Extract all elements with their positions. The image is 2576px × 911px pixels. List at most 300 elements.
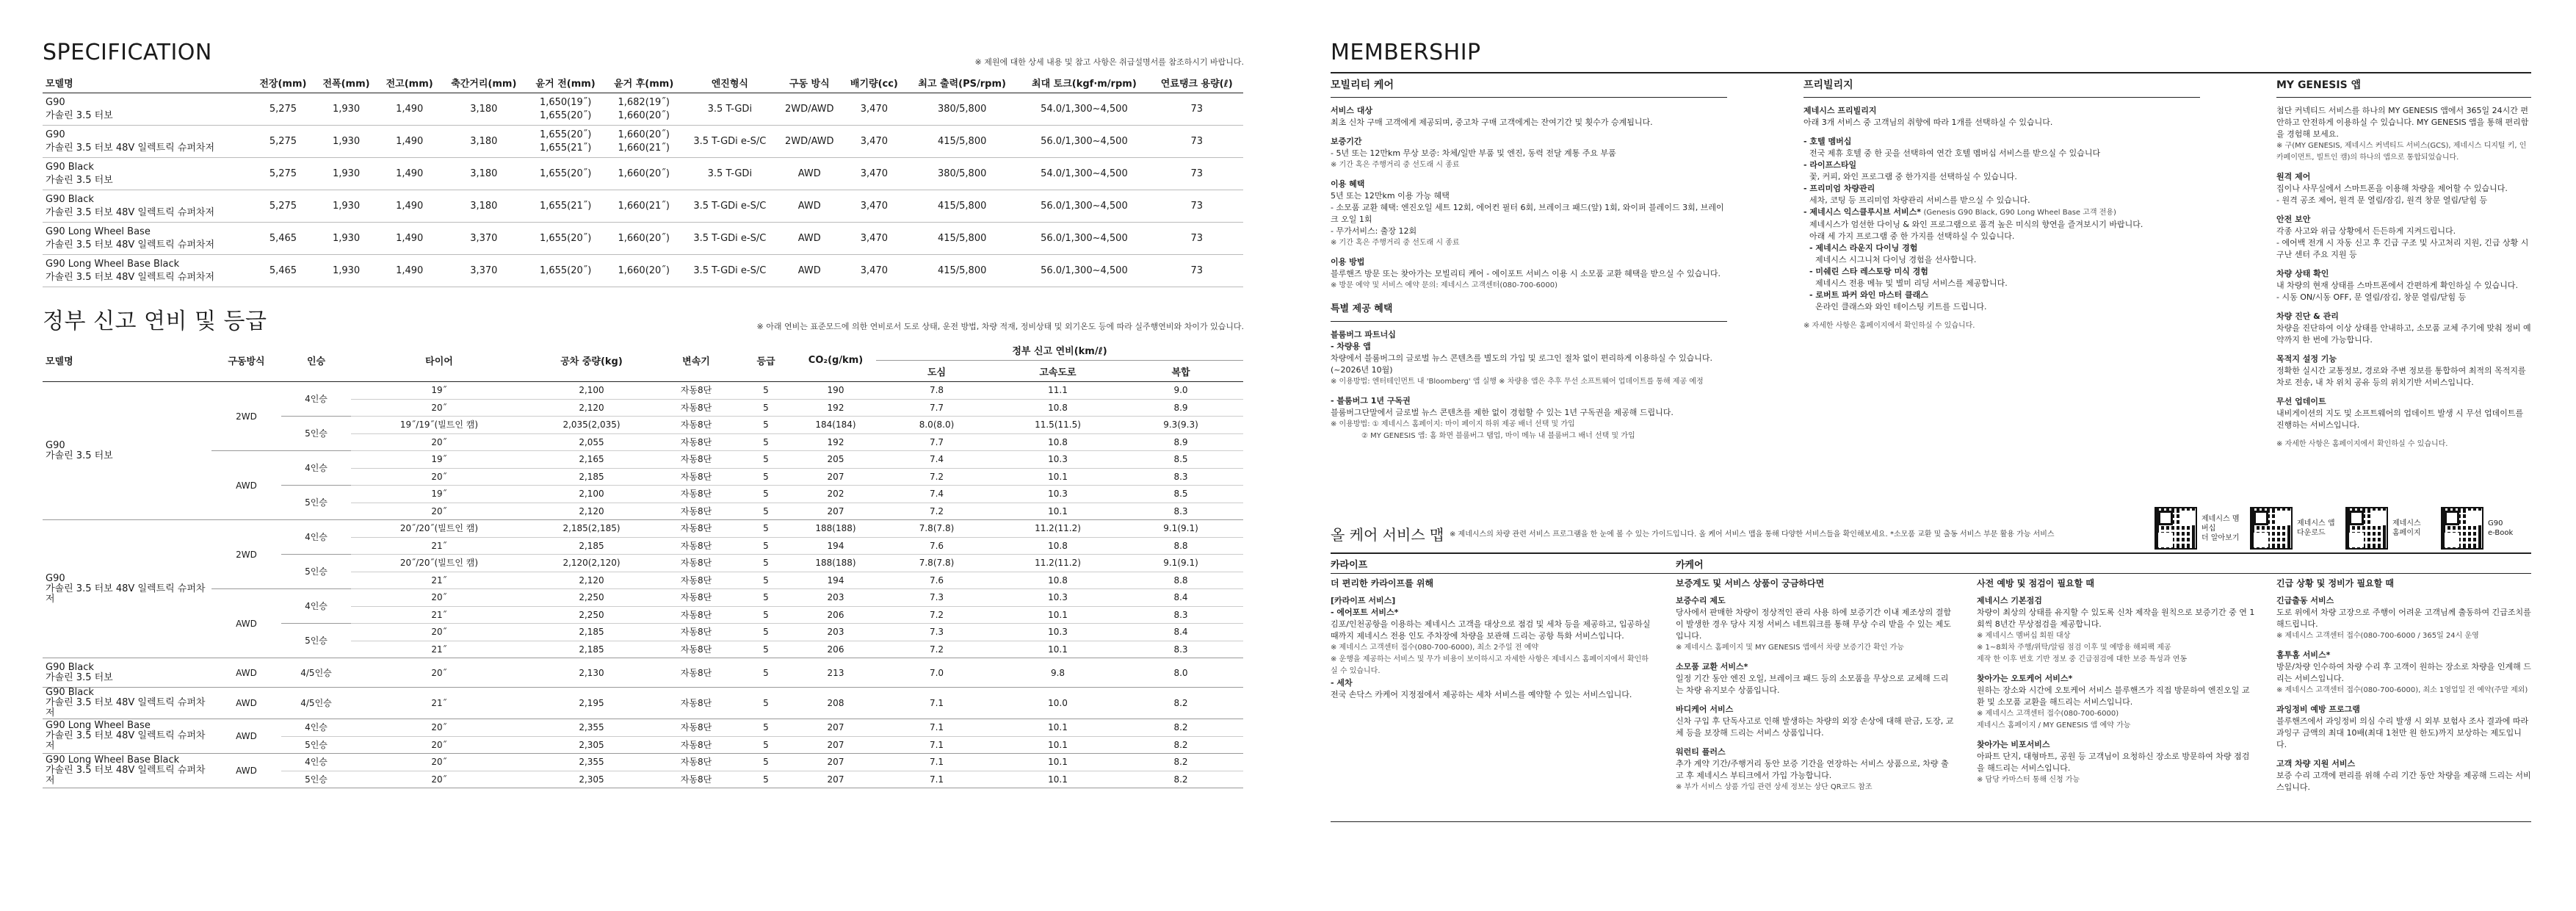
bloomberg-app-note: ※ 이용방법: 엔터테인먼트 내 'Bloomberg' 앱 실행 ※ 차량용 앱은 추후 무선 소프트웨어 업데이트를 통해 제공 예정 [1331, 378, 1704, 386]
spec-cell-wb: 3,180 [441, 158, 527, 190]
fuel-cell: 자동8단 [656, 688, 737, 719]
fuel-cell: 자동8단 [656, 771, 737, 788]
fuel-cell: 2,120 [527, 572, 656, 589]
spec-cell-tq: 56.0/1,300~4,500 [1018, 190, 1150, 223]
fuel-cell: 자동8단 [656, 589, 737, 607]
fuel-cell: 10.1 [997, 736, 1118, 754]
spec-cell-cc: 3,470 [842, 158, 906, 190]
spec-cell-wid: 1,930 [314, 93, 377, 126]
spec-cell-tr: 1,660(20˝) 1,660(21˝) [604, 126, 683, 158]
fuel-model-engine: 가솔린 3.5 터보 [46, 450, 113, 461]
benefit-text-3: - 무가서비스: 출장 12회 [1331, 226, 1417, 236]
qr-code-icon [2441, 507, 2483, 550]
qr-code-icon [2345, 507, 2388, 550]
airport-note: ※ 제네시스 고객센터 접수(080-700-6000), 최소 2주일 전 예약 [1331, 644, 1539, 652]
spec-cell-tank: 73 [1150, 223, 1243, 255]
fuel-cell: 7.7 [876, 399, 997, 417]
fuel-cell: 192 [795, 399, 876, 417]
spec-cell-hei: 1,490 [378, 158, 441, 190]
bloomberg-sub-label: - 블룸버그 1년 구독권 [1331, 396, 1411, 406]
qr-membership[interactable] [2154, 507, 2246, 550]
fuel-model-cell [43, 658, 211, 688]
hotel-label: - 호텔 멤버십 [1803, 137, 1852, 146]
spec-cell-wb: 3,370 [441, 223, 527, 255]
fuel-cell: 2,185 [527, 537, 656, 555]
fuel-cell: 자동8단 [656, 555, 737, 572]
fuel-cell: 2,355 [527, 719, 656, 737]
fuel-cell: 8.5 [1118, 486, 1243, 503]
fuel-cell: 203 [795, 624, 876, 641]
spec-cell-tr: 1,660(20˝) [604, 255, 683, 287]
spec-cell-eng: 3.5 T-GDi [683, 158, 777, 190]
fuel-cell: 213 [795, 658, 876, 688]
basic-check-note-2: ※ 1~8회차 주행/위탁/알림 점검 이후 및 예방용 해피팩 제공 [1977, 644, 2171, 652]
fuel-drive-cell: AWD [211, 754, 281, 788]
spec-header-cell: 엔진형식 [683, 72, 777, 93]
mobility-care-column [1331, 79, 1727, 450]
fuel-row [43, 520, 1243, 538]
fuel-cell: 2,185 [527, 624, 656, 641]
fuel-cell: 194 [795, 572, 876, 589]
wash-label: - 세차 [1331, 678, 1353, 688]
fuel-cell: 자동8단 [656, 606, 737, 624]
fuel-cell: 10.3 [997, 486, 1118, 503]
fuel-cell: 19˝ [351, 451, 527, 469]
fuel-cell: 206 [795, 641, 876, 658]
spec-model-cell [43, 255, 251, 287]
fuel-h-model: 모델명 [43, 339, 211, 382]
fuel-h-comb: 복합 [1118, 361, 1243, 382]
remote-heading: 원격 제어 [2276, 172, 2311, 181]
spec-cell-eng: 3.5 T-GDi e-S/C [683, 190, 777, 223]
spec-cell-ps: 415/5,800 [906, 223, 1018, 255]
fuel-model-engine: 가솔린 3.5 터보 48V 일렉트릭 슈퍼차저 [46, 583, 206, 605]
fuel-row [43, 451, 1243, 469]
spec-header-cell: 연료탱크 용량(ℓ) [1150, 72, 1243, 93]
bloomberg-sub-text: 블룸버그단말에서 글로벌 뉴스 콘텐츠를 제한 없이 경험할 수 있는 1년 구독권을 제공해 드립니다. [1331, 408, 1674, 417]
usage-note: ※ 방문 예약 및 서비스 예약 문의: 제네시스 고객센터(080-700-6000) [1331, 281, 1558, 289]
fuel-cell: 8.0(8.0) [876, 417, 997, 434]
fuel-drive-cell: 2WD [211, 520, 281, 589]
fuel-seat-cell: 5인승 [281, 771, 351, 788]
fuel-cell: 7.6 [876, 572, 997, 589]
spec-row [43, 126, 1243, 158]
fuel-cell: 7.1 [876, 719, 997, 737]
spec-header-cell: 구동 방식 [777, 72, 842, 93]
fuel-row [43, 754, 1243, 771]
fuel-cell: 10.3 [997, 451, 1118, 469]
fuel-cell: 20˝ [351, 736, 527, 754]
fuel-cell: 9.8 [997, 658, 1118, 688]
prevention-title: 사전 예방 및 점검이 필요할 때 [1977, 578, 2094, 588]
allcare-note: ※ 제네시스의 차량 관련 서비스 프로그램을 한 눈에 볼 수 있는 가이드입니다. 올 케어 서비스 맵을 통해 다양한 서비스들을 확인해보세요. *소모품 교환 및 출동 서비스 부문 활용 가능 서비스 [1450, 530, 2055, 539]
emergency-column [2276, 577, 2531, 801]
spec-cell-len: 5,465 [251, 223, 314, 255]
spec-row [43, 190, 1243, 223]
benefit-text-2: - 소모품 교환 혜택: 엔진오일 세트 12회, 에어컨 필터 6회, 브레이크 패드(앞) 1회, 와이퍼 블레이드 3회, 브레이크 오일 1회 [1331, 203, 1724, 224]
michelin-label: - 미쉐린 스타 레스토랑 미식 경험 [1809, 267, 1928, 276]
fuel-cell: 자동8단 [656, 520, 737, 538]
fuel-cell: 자동8단 [656, 486, 737, 503]
fuel-model-name: G90 Black [46, 661, 94, 673]
spec-cell-tq: 54.0/1,300~4,500 [1018, 158, 1150, 190]
warranty-system-label: 보증수리 제도 [1676, 596, 1726, 605]
fuel-h-trans: 변속기 [656, 339, 737, 382]
fuel-cell: 2,120(2,120) [527, 555, 656, 572]
fuel-cell: 207 [795, 736, 876, 754]
spec-note: ※ 제원에 대한 상세 내용 및 참고 사항은 취급설명서를 참조하시기 바랍니다. [974, 57, 1244, 67]
qr-label-2: 더 알아보기 [2201, 533, 2240, 542]
fuel-cell: 20˝ [351, 624, 527, 641]
warranty-text: - 5년 또는 12만km 무상 보증: 차체/일반 부품 및 엔진, 동력 전달 계통 주요 부품 [1331, 148, 1616, 158]
fuel-cell: 2,100 [527, 486, 656, 503]
my-genesis-column [2276, 79, 2531, 450]
spec-cell-tf: 1,655(20˝) [527, 223, 605, 255]
roadside-label: 긴급출동 서비스 [2276, 596, 2334, 605]
fuel-cell: 7.1 [876, 754, 997, 771]
fuel-cell: 9.1(9.1) [1118, 555, 1243, 572]
fuel-cell: 2,055 [527, 433, 656, 451]
fuel-cell: 7.1 [876, 688, 997, 719]
fuel-model-engine: 가솔린 3.5 터보 48V 일렉트릭 슈퍼차저 [46, 697, 206, 719]
fuel-cell: 192 [795, 433, 876, 451]
diagnosis-heading: 차량 진단 & 관리 [2276, 312, 2339, 321]
autocare-label: 찾아가는 오토케어 서비스* [1977, 674, 2073, 683]
spec-model-cell [43, 223, 251, 255]
spec-cell-len: 5,275 [251, 190, 314, 223]
fuel-cell: 자동8단 [656, 399, 737, 417]
fuel-cell: 5 [737, 624, 795, 641]
fuel-cell: 8.9 [1118, 433, 1243, 451]
allcare-bottom-rule [1331, 821, 2531, 822]
fuel-cell: 2,185(2,185) [527, 520, 656, 538]
fuel-model-name: G90 Long Wheel Base Black [46, 755, 180, 766]
fuel-cell: 자동8단 [656, 624, 737, 641]
fuel-seat-cell: 4/5인승 [281, 658, 351, 688]
fuel-seat-cell: 4인승 [281, 382, 351, 417]
fuel-cell: 자동8단 [656, 754, 737, 771]
fuel-cell: 8.3 [1118, 468, 1243, 486]
fuel-cell: 2,250 [527, 606, 656, 624]
fuel-cell: 21˝ [351, 606, 527, 624]
fuel-cell: 11.1 [997, 382, 1118, 400]
warranty-note: ※ 기간 혹은 주행거리 중 선도래 시 종료 [1331, 161, 1460, 169]
fuel-cell: 7.7 [876, 433, 997, 451]
fuel-cell: 19˝/19˝(빌트인 캠) [351, 417, 527, 434]
qr-label-2: 홈페이지 [2392, 529, 2421, 537]
fuel-cell: 5 [737, 451, 795, 469]
fuel-drive-cell: AWD [211, 658, 281, 688]
fuel-cell: 20˝/20˝(빌트인 캠) [351, 520, 527, 538]
autocare-note-2: 제네시스 홈페이지 / MY GENESIS 앱 예약 가능 [1977, 721, 2131, 730]
basic-check-text: 차량이 최상의 상태를 유지할 수 있도록 신차 제작을 원칙으로 보증기간 중 연 1회씩 8년간 무상점검을 제공합니다. [1977, 608, 2255, 629]
fuel-cell: 207 [795, 754, 876, 771]
spec-header-row [43, 72, 1243, 93]
carcare-label: 카케어 [1676, 560, 1704, 571]
fuel-cell: 5 [737, 719, 795, 737]
fuel-cell: 10.1 [997, 771, 1118, 788]
fuel-model-engine: 가솔린 3.5 터보 [46, 671, 113, 683]
spec-cell-tank: 73 [1150, 93, 1243, 126]
fuel-cell: 자동8단 [656, 572, 737, 589]
fuel-cell: 2,120 [527, 399, 656, 417]
fuel-cell: 8.2 [1118, 754, 1243, 771]
fuel-h-grade: 등급 [737, 339, 795, 382]
bodycare-text: 신차 구입 후 단독사고로 인해 발생하는 차량의 외장 손상에 대해 판금, 도장, 교체 등을 보장해 드리는 서비스 상품입니다. [1676, 716, 1954, 738]
spec-cell-wid: 1,930 [314, 126, 377, 158]
spec-cell-cc: 3,470 [842, 190, 906, 223]
home-to-home-text: 방문/차량 인수하여 차량 수리 후 고객이 원하는 장소로 차량을 인계해 드리는 서비스입니다. [2276, 662, 2531, 683]
exclusive-text: 제네시스가 엄선한 다이닝 & 와인 프로그램으로 품격 높은 미식의 향연을 즐겨보시기 바랍니다. [1809, 220, 2143, 229]
qr-label: G90 [2488, 519, 2503, 527]
fuel-cell: 자동8단 [656, 503, 737, 520]
spec-row [43, 223, 1243, 255]
fuel-cell: 188(188) [795, 555, 876, 572]
spec-model-name: G90 [46, 96, 65, 108]
lifestyle-label: - 라이프스타일 [1803, 160, 1857, 170]
spec-cell-tr: 1,660(20˝) [604, 158, 683, 190]
basic-check-label: 제네시스 기본점검 [1977, 596, 2042, 605]
spec-cell-hei: 1,490 [378, 255, 441, 287]
spec-cell-eng: 3.5 T-GDi e-S/C [683, 223, 777, 255]
fuel-cell: 11.2(11.2) [997, 520, 1118, 538]
fuel-model-cell [43, 688, 211, 719]
spec-cell-tf: 1,655(20˝) [527, 158, 605, 190]
premium-care-text: 세차, 코팅 등 프리미엄 차량관리 서비스를 받으실 수 있습니다. [1809, 195, 2030, 205]
fuel-seat-cell: 4인승 [281, 754, 351, 771]
spec-cell-tf: 1,655(21˝) [527, 190, 605, 223]
fuel-cell: 자동8단 [656, 658, 737, 688]
privilege-title: 프리빌리지 [1803, 79, 2200, 98]
benefit-text: 5년 또는 12만km 이용 가능 혜택 [1331, 191, 1450, 201]
carlife-column [1331, 577, 1654, 701]
fuel-cell: 188(188) [795, 520, 876, 538]
fuel-cell: 자동8단 [656, 433, 737, 451]
fuel-cell: 10.8 [997, 572, 1118, 589]
destination-heading: 목적지 설정 기능 [2276, 354, 2337, 364]
qr-app[interactable] [2250, 507, 2341, 550]
spec-cell-drv: AWD [777, 158, 842, 190]
fuel-cell: 207 [795, 771, 876, 788]
spec-cell-wb: 3,180 [441, 126, 527, 158]
spec-header-cell: 배기량(cc) [842, 72, 906, 93]
qr-label: 제네시스 [2392, 519, 2421, 527]
fuel-cell: 8.8 [1118, 572, 1243, 589]
spec-cell-wid: 1,930 [314, 158, 377, 190]
fuel-cell: 5 [737, 417, 795, 434]
spec-header-cell: 축간거리(mm) [441, 72, 527, 93]
qr-code-icon [2250, 507, 2293, 550]
spec-cell-tr: 1,682(19˝) 1,660(20˝) [604, 93, 683, 126]
spec-cell-ps: 380/5,800 [906, 158, 1018, 190]
service-target-text: 최초 신차 구매 고객에게 제공되며, 중고차 구매 고객에게는 잔여기간 및 횟수가 승계됩니다. [1331, 118, 1653, 127]
special-benefit-title: 특별 제공 혜택 [1331, 303, 1727, 322]
spec-cell-wid: 1,930 [314, 223, 377, 255]
fuel-drive-cell: AWD [211, 719, 281, 754]
spec-cell-cc: 3,470 [842, 255, 906, 287]
qr-label-2: e-Book [2488, 529, 2514, 537]
fuel-cell: 10.0 [997, 688, 1118, 719]
spec-cell-hei: 1,490 [378, 126, 441, 158]
fuel-cell: 207 [795, 719, 876, 737]
fuel-cell: 20˝ [351, 658, 527, 688]
fuel-drive-cell: 2WD [211, 382, 281, 451]
fuel-cell: 21˝ [351, 572, 527, 589]
destination-text: 정확한 실시간 교통정보, 경로와 주변 정보를 통합하여 최적의 목적지를 차로 전송, 내 차 위치 공유 등의 위치기반 서비스입니다. [2276, 366, 2526, 387]
fuel-cell: 194 [795, 537, 876, 555]
spec-row [43, 93, 1243, 126]
spec-model-name: G90 Black [46, 193, 94, 205]
spec-header-cell: 전장(mm) [251, 72, 314, 93]
fuel-note: ※ 아래 연비는 표준모드에 의한 연비로서 도로 상태, 운전 방법, 차량 적재, 정비상태 및 외기온도 등에 따라 실주행연비와 차이가 있습니다. [756, 322, 1244, 331]
fuel-cell: 2,120 [527, 503, 656, 520]
spec-model-cell [43, 126, 251, 158]
spec-row [43, 158, 1243, 190]
spec-model-name: G90 Black [46, 161, 94, 173]
wine-label: - 로버트 파커 와인 마스터 클래스 [1809, 290, 1928, 300]
emergency-title: 긴급 상황 및 정비가 필요할 때 [2276, 578, 2394, 588]
fuel-cell: 자동8단 [656, 736, 737, 754]
fuel-cell: 8.9 [1118, 399, 1243, 417]
fuel-row [43, 589, 1243, 607]
fuel-cell: 2,185 [527, 641, 656, 658]
fuel-cell: 2,165 [527, 451, 656, 469]
fuel-cell: 7.4 [876, 486, 997, 503]
warranty-column [1676, 577, 1955, 801]
spec-model-engine: 가솔린 3.5 터보 48V 일렉트릭 슈퍼차저 [46, 142, 215, 154]
fuel-cell: 7.2 [876, 503, 997, 520]
fuel-cell: 8.2 [1118, 719, 1243, 737]
fuel-cell: 자동8단 [656, 537, 737, 555]
privilege-text: 아래 3개 서비스 중 고객님의 취향에 따라 1개를 선택하실 수 있습니다. [1803, 118, 2053, 127]
fuel-cell: 8.2 [1118, 771, 1243, 788]
fuel-cell: 11.2(11.2) [997, 555, 1118, 572]
fuel-cell: 20˝ [351, 771, 527, 788]
fuel-h-co2: CO₂(g/km) [795, 339, 876, 382]
fuel-cell: 9.0 [1118, 382, 1243, 400]
spec-cell-tq: 56.0/1,300~4,500 [1018, 255, 1150, 287]
fuel-cell: 5 [737, 736, 795, 754]
fuel-cell: 10.1 [997, 641, 1118, 658]
wine-text: 온라인 클래스와 와인 테이스팅 키트를 드립니다. [1815, 302, 1987, 312]
spec-cell-cc: 3,470 [842, 93, 906, 126]
prevention-column [1977, 577, 2256, 793]
spec-cell-wb: 3,180 [441, 93, 527, 126]
spec-cell-tf: 1,655(20˝) 1,655(21˝) [527, 126, 605, 158]
spec-cell-drv: AWD [777, 255, 842, 287]
spec-cell-hei: 1,490 [378, 223, 441, 255]
airport-note-2: ※ 운행을 제공하는 서비스 및 무가 비용이 보이하시고 자세한 사항은 제네시스 홈페이지에서 확인하실 수 있습니다. [1331, 655, 1649, 675]
exclusive-sub: (Genesis G90 Black, G90 Long Wheel Base 고객 전용) [1923, 209, 2116, 217]
fuel-cell: 20˝ [351, 719, 527, 737]
fuel-cell: 184(184) [795, 417, 876, 434]
fuel-model-cell [43, 719, 211, 754]
spec-model-name: G90 Long Wheel Base Black [46, 258, 180, 270]
fuel-cell: 5 [737, 486, 795, 503]
fuel-cell: 20˝ [351, 589, 527, 607]
fuel-cell: 자동8단 [656, 382, 737, 400]
fuel-seat-cell: 4인승 [281, 520, 351, 555]
fuel-model-cell [43, 754, 211, 788]
fuel-cell: 10.1 [997, 503, 1118, 520]
spec-cell-eng: 3.5 T-GDi [683, 93, 777, 126]
fuel-model-cell [43, 520, 211, 658]
fuel-model-name: G90 Black [46, 687, 94, 698]
spec-cell-drv: AWD [777, 223, 842, 255]
fuel-cell: 2,100 [527, 382, 656, 400]
fuel-cell: 5 [737, 688, 795, 719]
spec-header-cell: 윤거 전(mm) [527, 72, 605, 93]
carlife-title: 더 편리한 카라이프를 위해 [1331, 578, 1434, 588]
ota-text: 내비게이션의 지도 및 소프트웨어의 업데이트 발생 시 무선 업데이트를 진행하는 서비스입니다. [2276, 408, 2524, 430]
fuel-cell: 5 [737, 771, 795, 788]
fuel-cell: 8.5 [1118, 451, 1243, 469]
membership-top-rule [1331, 72, 2531, 73]
michelin-text: 제네시스 전용 메뉴 및 별미 리딩 서비스를 제공합니다. [1815, 278, 2008, 288]
fuel-cell: 10.1 [997, 719, 1118, 737]
fuel-cell: 5 [737, 520, 795, 538]
spec-cell-tr: 1,660(20˝) [604, 223, 683, 255]
fuel-cell: 20˝ [351, 754, 527, 771]
qr-ebook[interactable] [2441, 507, 2532, 550]
fuel-cell: 10.8 [997, 433, 1118, 451]
overrepair-label: 과잉정비 예방 프로그램 [2276, 705, 2360, 714]
fuel-cell: 8.3 [1118, 641, 1243, 658]
spec-header-cell: 윤거 후(mm) [604, 72, 683, 93]
privilege-note: ※ 자세한 사항은 홈페이지에서 확인하실 수 있습니다. [1803, 322, 1975, 330]
fuel-cell: 7.1 [876, 771, 997, 788]
basic-check-note-3: 제작 한 이후 번호 기반 정보 중 긴급점검에 대한 보증 특성과 연동 [1977, 655, 2188, 663]
fuel-cell: 8.0 [1118, 658, 1243, 688]
fuel-cell: 자동8단 [656, 417, 737, 434]
fuel-cell: 5 [737, 555, 795, 572]
fuel-cell: 5 [737, 754, 795, 771]
fuel-model-name: G90 Long Wheel Base [46, 720, 151, 731]
consumable-text: 일정 기간 동안 엔진 오일, 브레이크 패드 등의 소모품을 무상으로 교체해 드리는 차량 유지보수 상품입니다. [1676, 674, 1949, 695]
spec-cell-len: 5,465 [251, 255, 314, 287]
fuel-cell: 7.0 [876, 658, 997, 688]
warranty-plus-note: ※ 부가 서비스 상품 가입 관련 상세 정보는 상단 QR코드 참조 [1676, 783, 1873, 791]
fuel-seat-cell: 5인승 [281, 417, 351, 451]
spec-cell-tank: 73 [1150, 255, 1243, 287]
spec-cell-len: 5,275 [251, 93, 314, 126]
fuel-cell: 10.1 [997, 754, 1118, 771]
home-to-home-label: 홈투홈 서비스* [2276, 650, 2331, 660]
qr-label: 제네시스 멤버십 [2201, 514, 2240, 533]
fuel-h-weight: 공차 중량(kg) [527, 339, 656, 382]
fuel-cell: 208 [795, 688, 876, 719]
fuel-cell: 21˝ [351, 688, 527, 719]
fuel-cell: 190 [795, 382, 876, 400]
fuel-cell: 5 [737, 606, 795, 624]
fuel-h-hwy: 고속도로 [997, 361, 1118, 382]
membership-page [1288, 0, 2576, 911]
fuel-cell: 202 [795, 486, 876, 503]
carlife-service-label: [카라이프 서비스] [1331, 596, 1396, 605]
status-text: 내 차량의 현재 상태를 스마트폰에서 간편하게 확인하실 수 있습니다. [2276, 281, 2518, 290]
spec-cell-wid: 1,930 [314, 255, 377, 287]
spec-cell-drv: AWD [777, 190, 842, 223]
bloomberg-sub-note-1: ※ 이용방법: ① 제네시스 홈페이지: 마이 페이지 하위 제공 배너 선택 및 가입 [1331, 420, 1575, 428]
fuel-drive-cell: AWD [211, 589, 281, 658]
fuel-cell: 11.5(11.5) [997, 417, 1118, 434]
fuel-cell: 8.2 [1118, 736, 1243, 754]
fuel-cell: 10.8 [997, 537, 1118, 555]
spec-model-engine: 가솔린 3.5 터보 48V 일렉트릭 슈퍼차저 [46, 239, 215, 251]
qr-homepage[interactable] [2345, 507, 2436, 550]
fuel-h-city: 도심 [876, 361, 997, 382]
fuel-cell: 2,305 [527, 771, 656, 788]
